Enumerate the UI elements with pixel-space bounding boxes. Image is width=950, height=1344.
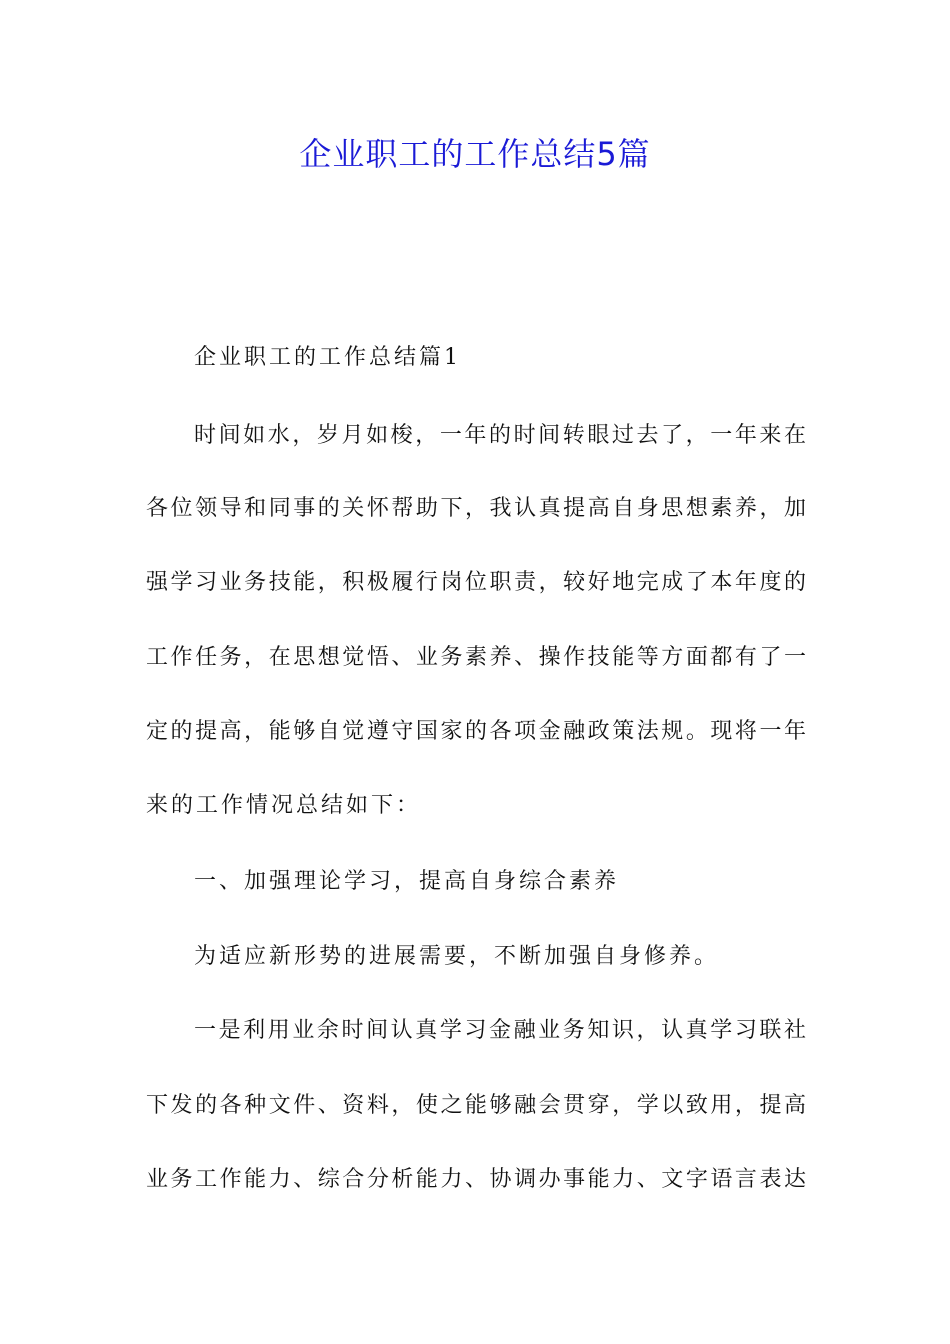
paragraph-line: 定的提高，能够自觉遵守国家的各项金融政策法规。现将一年 <box>146 719 806 744</box>
paragraph-line: 强学习业务技能，积极履行岗位职责，较好地完成了本年度的 <box>146 570 806 595</box>
paragraph-line: 一是利用业余时间认真学习金融业务知识，认真学习联社 <box>194 1018 806 1043</box>
paragraph-line: 业务工作能力、综合分析能力、协调办事能力、文字语言表达 <box>146 1167 806 1192</box>
paragraph-line: 各位领导和同事的关怀帮助下，我认真提高自身思想素养，加 <box>146 496 806 521</box>
subsection-heading: 一、加强理论学习，提高自身综合素养 <box>194 869 620 894</box>
section-heading: 企业职工的工作总结篇1 <box>194 345 461 370</box>
paragraph-line: 下发的各种文件、资料，使之能够融会贯穿，学以致用，提高 <box>146 1093 806 1118</box>
paragraph-line: 来的工作情况总结如下： <box>146 793 422 818</box>
paragraph-line: 工作任务，在思想觉悟、业务素养、操作技能等方面都有了一 <box>146 645 806 670</box>
document-title: 企业职工的工作总结5篇 <box>299 135 651 173</box>
paragraph-line: 时间如水，岁月如梭，一年的时间转眼过去了，一年来在 <box>194 423 806 448</box>
paragraph-line: 为适应新形势的进展需要，不断加强自身修养。 <box>194 944 720 969</box>
